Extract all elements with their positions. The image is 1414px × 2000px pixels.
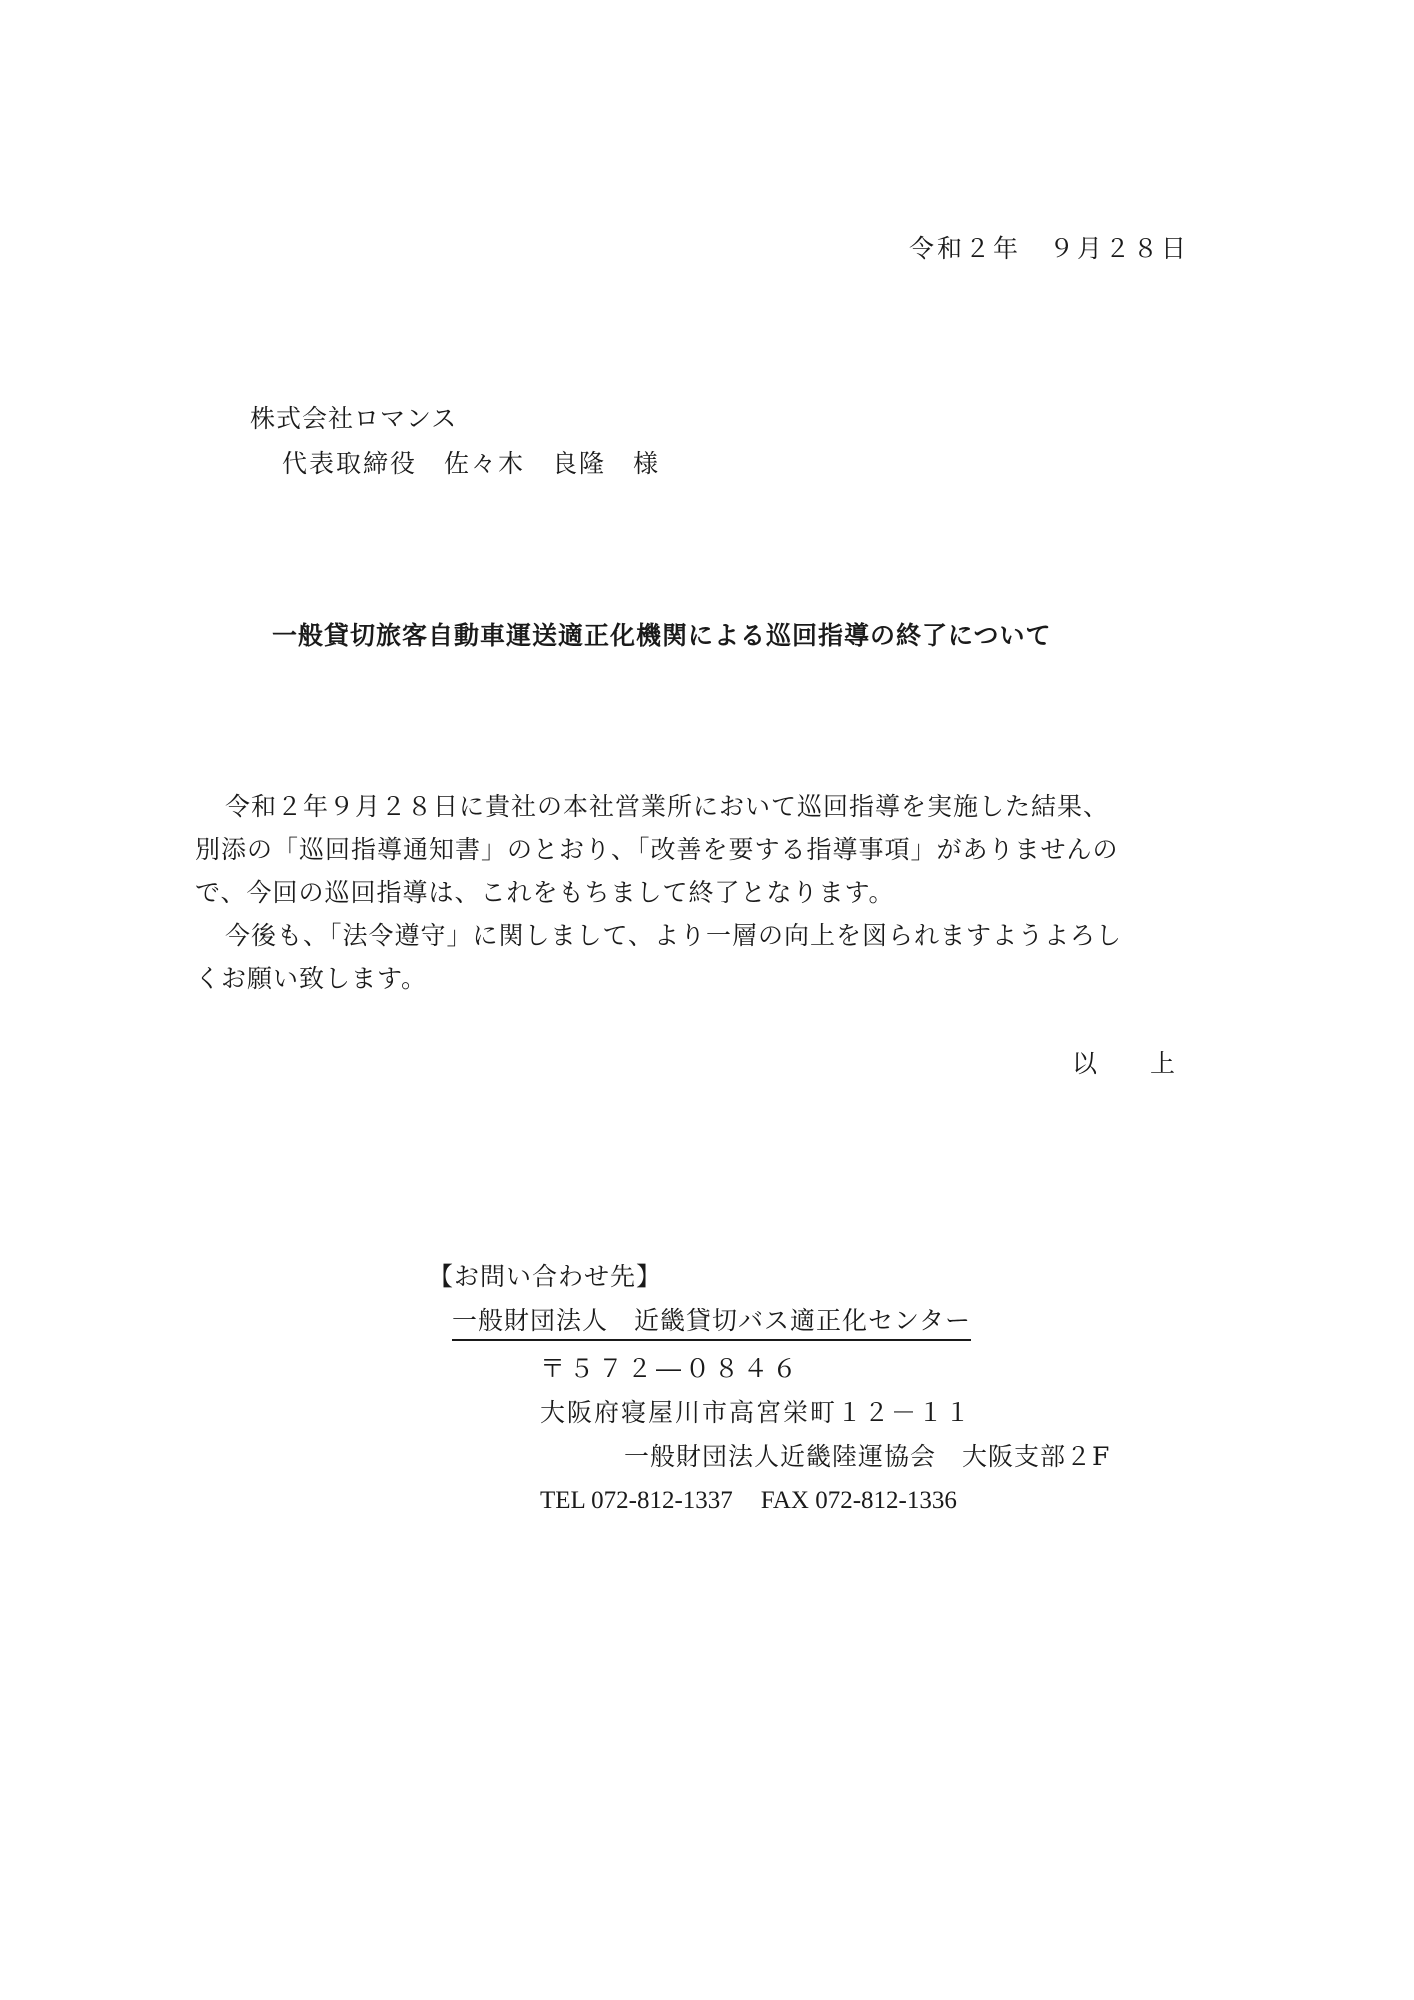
- contact-address: 大阪府寝屋川市高宮栄町１２－１１: [540, 1398, 973, 1427]
- body-line: で、今回の巡回指導は、これをもちまして終了となります。: [195, 878, 895, 907]
- recipient-company: 株式会社ロマンス: [250, 404, 458, 433]
- contact-tel: TEL 072-812-1337: [540, 1487, 733, 1514]
- body-line: くお願い致します。: [195, 964, 428, 993]
- body-line: 別添の「巡回指導通知書」のとおり、「改善を要する指導事項」がありませんの: [195, 835, 1119, 864]
- contact-fax: FAX 072-812-1336: [760, 1487, 957, 1514]
- body-paragraph-2: [195, 914, 1205, 1000]
- contact-heading: 【お問い合わせ先】: [428, 1262, 663, 1291]
- contact-organization: 一般財団法人 近畿貸切バス適正化センター: [452, 1303, 971, 1341]
- contact-block: [428, 1255, 1111, 1523]
- contact-building: 一般財団法人近畿陸運協会 大阪支部２F: [624, 1442, 1111, 1471]
- body-paragraph-1: [195, 785, 1205, 914]
- document-subject: 一般貸切旅客自動車運送適正化機関による巡回指導の終了について: [272, 621, 1052, 650]
- contact-postal-code: 〒５７２―０８４６: [540, 1354, 802, 1383]
- recipient-person: 代表取締役 佐々木 良隆 様: [282, 449, 661, 478]
- closing-remark: 以 上: [1071, 1049, 1189, 1078]
- body-line: 今後も、「法令遵守」に関しまして、より一層の向上を図られますようよろし: [225, 921, 1123, 950]
- contact-phone-fax: [540, 1479, 1059, 1523]
- body-line: 令和２年９月２８日に貴社の本社営業所において巡回指導を実施した結果、: [225, 792, 1110, 821]
- document-date: 令和２年 ９月２８日: [908, 234, 1189, 263]
